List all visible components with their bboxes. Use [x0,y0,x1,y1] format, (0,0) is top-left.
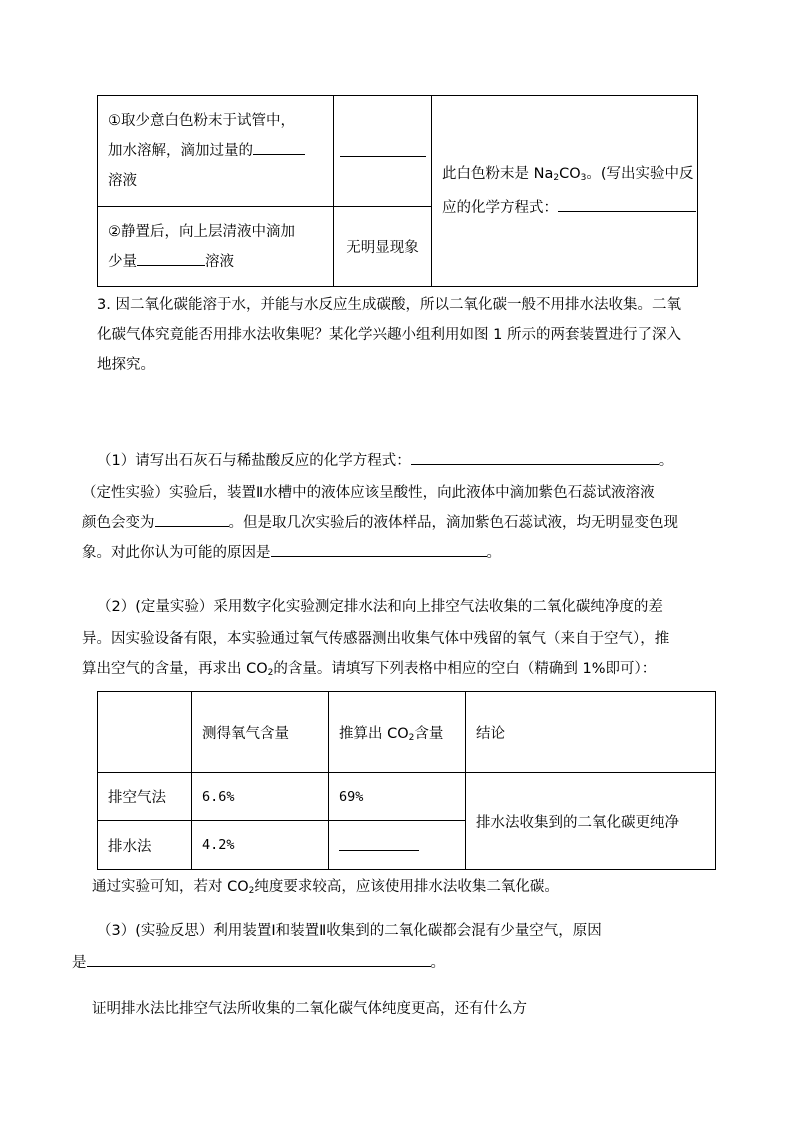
p1-line4: 象。对此你认为可能的原因是 。 [82,542,501,564]
row-co2 [329,821,466,870]
phenomenon2-cell: 无明显现象 [334,207,432,287]
equation-blank[interactable] [411,450,659,465]
header-oxygen: 测得氧气含量 [192,692,329,773]
header-empty [98,692,192,773]
p1-line3: 颜色会变为 。但是取几次实验后的液体样品，滴加紫色石蕊试液，均无明显变色现 [82,512,678,534]
p2-line1: （2）(定量实验）采用数字化实验测定排水法和向上排空气法收集的二氧化碳纯净度的差 [97,599,663,615]
after-table-line: 通过实验可知，若对 $CO_2$纯度要求较高，应该使用排水法收集二氧化碳。 [92,879,559,896]
p1-line2: （定性实验）实验后，装置Ⅱ水槽中的液体应该呈酸性，向此液体中滴加紫色石蕊试液溶液 [82,485,655,501]
row-oxygen: 4.2% [192,821,329,870]
row-method: 排水法 [98,821,192,870]
conclusion-text: 排水法收集到的二氧化碳更纯净 [466,773,716,870]
experiment-table-2 [97,691,716,870]
experiment-table-1 [97,95,698,287]
p3-line2: 是 。 [72,952,445,974]
answer-blank[interactable] [340,142,426,157]
co2-blank[interactable] [339,836,419,851]
step2-line1: ②静置后，向上层清液中滴加 [108,223,295,240]
q3-intro-line2: 化碳气体究竟能否用排水法收集呢？某化学兴趣小组利用如图 1 所示的两套装置进行了深入 [97,327,681,343]
answer-blank[interactable] [253,140,305,155]
step2-line2: 少量 溶液 [108,247,333,277]
step1-line3: 溶液 [108,173,137,189]
p2-line3: 算出空气的含量，再求出 $CO_2$的含量。请填写下列表格中相应的空白（精确到 1%即可）： [82,661,657,678]
color-blank[interactable] [155,512,229,527]
reason-blank[interactable] [87,952,431,967]
conclusion-cell [432,96,698,287]
conclusion-line2: 应的化学方程式： [442,193,697,223]
step2-cell [98,207,334,287]
phenomenon1-cell [334,96,432,207]
header-co2: 推算出 $CO_2$含量 [329,692,466,773]
answer-blank[interactable] [137,251,205,266]
p1-line1: （1）请写出石灰石与稀盐酸反应的化学方程式： 。 [97,450,673,472]
step1-line2: 加水溶解，滴加过量的 [108,136,333,166]
q3-intro-line1: 3. 因二氧化碳能溶于水，并能与水反应生成碳酸，所以二氧化碳一般不用排水法收集。二氧 [97,297,681,313]
p3-line3: 证明排水法比排空气法所收集的二氧化碳气体纯度更高，还有什么方 [92,1001,527,1017]
header-conclusion: 结论 [466,692,716,773]
p3-line1: （3）(实验反思）利用装置Ⅰ和装置Ⅱ收集到的二氧化碳都会混有少量空气，原因 [97,923,602,939]
row-oxygen: 6.6% [192,773,329,821]
step1-cell [98,96,334,207]
equation-blank[interactable] [558,197,696,212]
step1-line1: ①取少意白色粉末于试管中， [108,113,295,129]
p2-line2: 异。因实验设备有限，本实验通过氧气传感器测出收集气体中残留的氧气（来自于空气），推 [82,631,670,647]
row-co2: 69% [329,773,466,821]
reason-blank[interactable] [271,542,487,557]
row-method: 排空气法 [98,773,192,821]
q3-intro-line3: 地探究。 [97,357,155,373]
conclusion-line1: 此白色粉末是 $Na_2CO_3$。(写出实验中反 [442,166,694,183]
